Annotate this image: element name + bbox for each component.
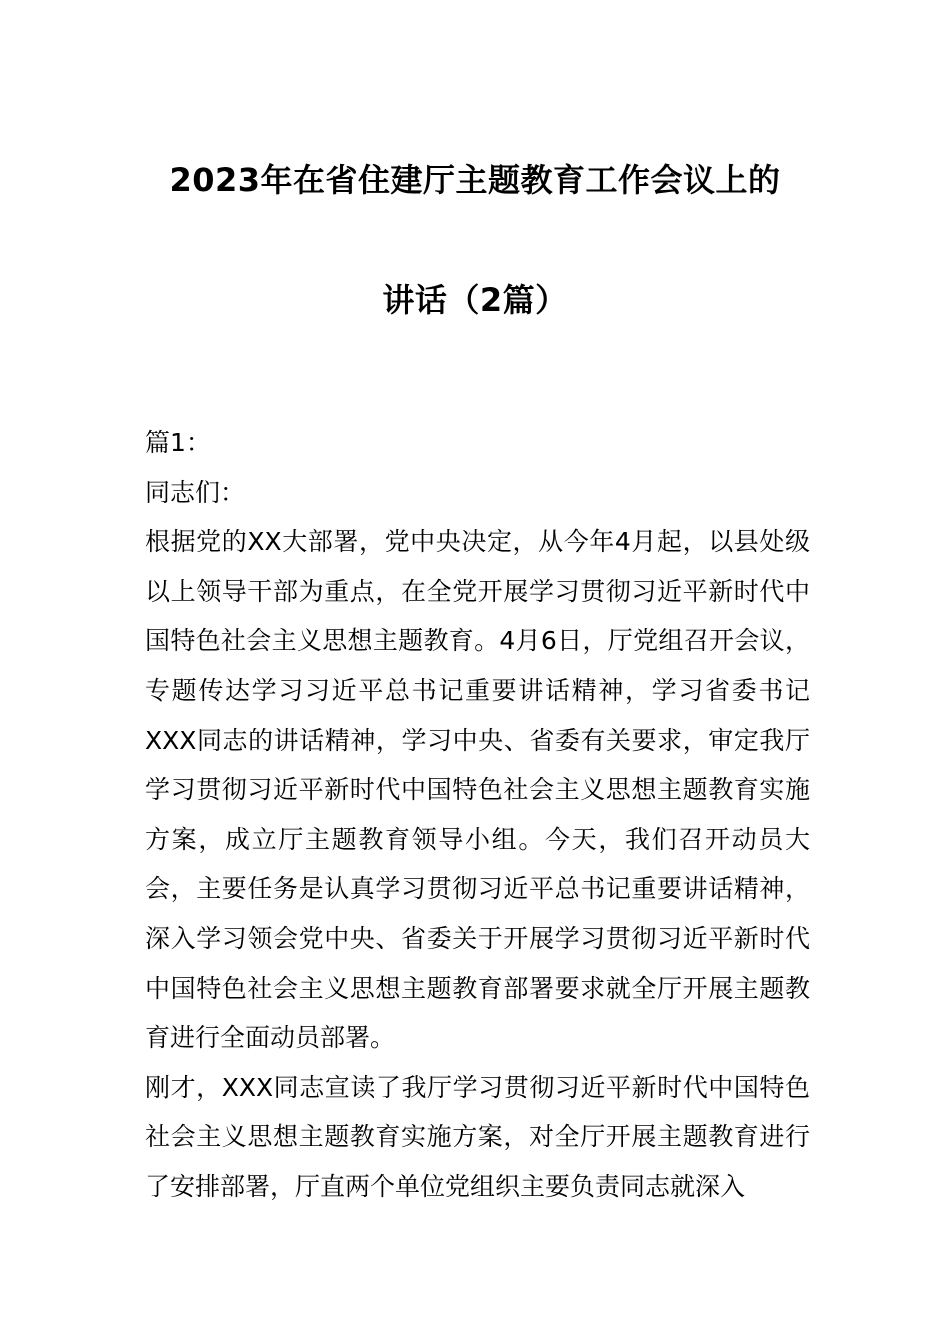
document-title-line-2: 讲话（2篇） — [382, 281, 568, 319]
document-body — [145, 418, 810, 1212]
document-title-line-1: 2023年在省住建厅主题教育工作会议上的 — [169, 161, 781, 199]
section-heading: 篇1： — [145, 428, 211, 457]
body-paragraph: 根据党的XX大部署，党中央决定，从今年4月起，以县处级以上领导干部为重点，在全党开展学习贯彻习近平新时代中国特色社会主义思想主题教育。4月6日，厅党组召开会议，专题传达学习习近平总书记重要讲话精神，学习省委书记XXX同志的讲话精神，学习中央、省委有关要求，审定我厅学习贯彻习近平新时代中国特色社会主义思想主题教育实施方案，成立厅主题教育领导小组。今天，我们召开动员大会，主要任务是认真学习贯彻习近平总书记重要讲话精神，深入学习领会党中央、省委关于开展学习贯彻习近平新时代中国特色社会主义思想主题教育部署要求就全厅开展主题教育进行全面动员部署。 — [145, 527, 810, 1053]
body-paragraph: 刚才，XXX同志宣读了我厅学习贯彻习近平新时代中国特色社会主义思想主题教育实施方案，对全厅开展主题教育进行了安排部署，厅直两个单位党组织主要负责同志就深入 — [145, 1072, 810, 1201]
salutation: 同志们： — [145, 477, 246, 507]
